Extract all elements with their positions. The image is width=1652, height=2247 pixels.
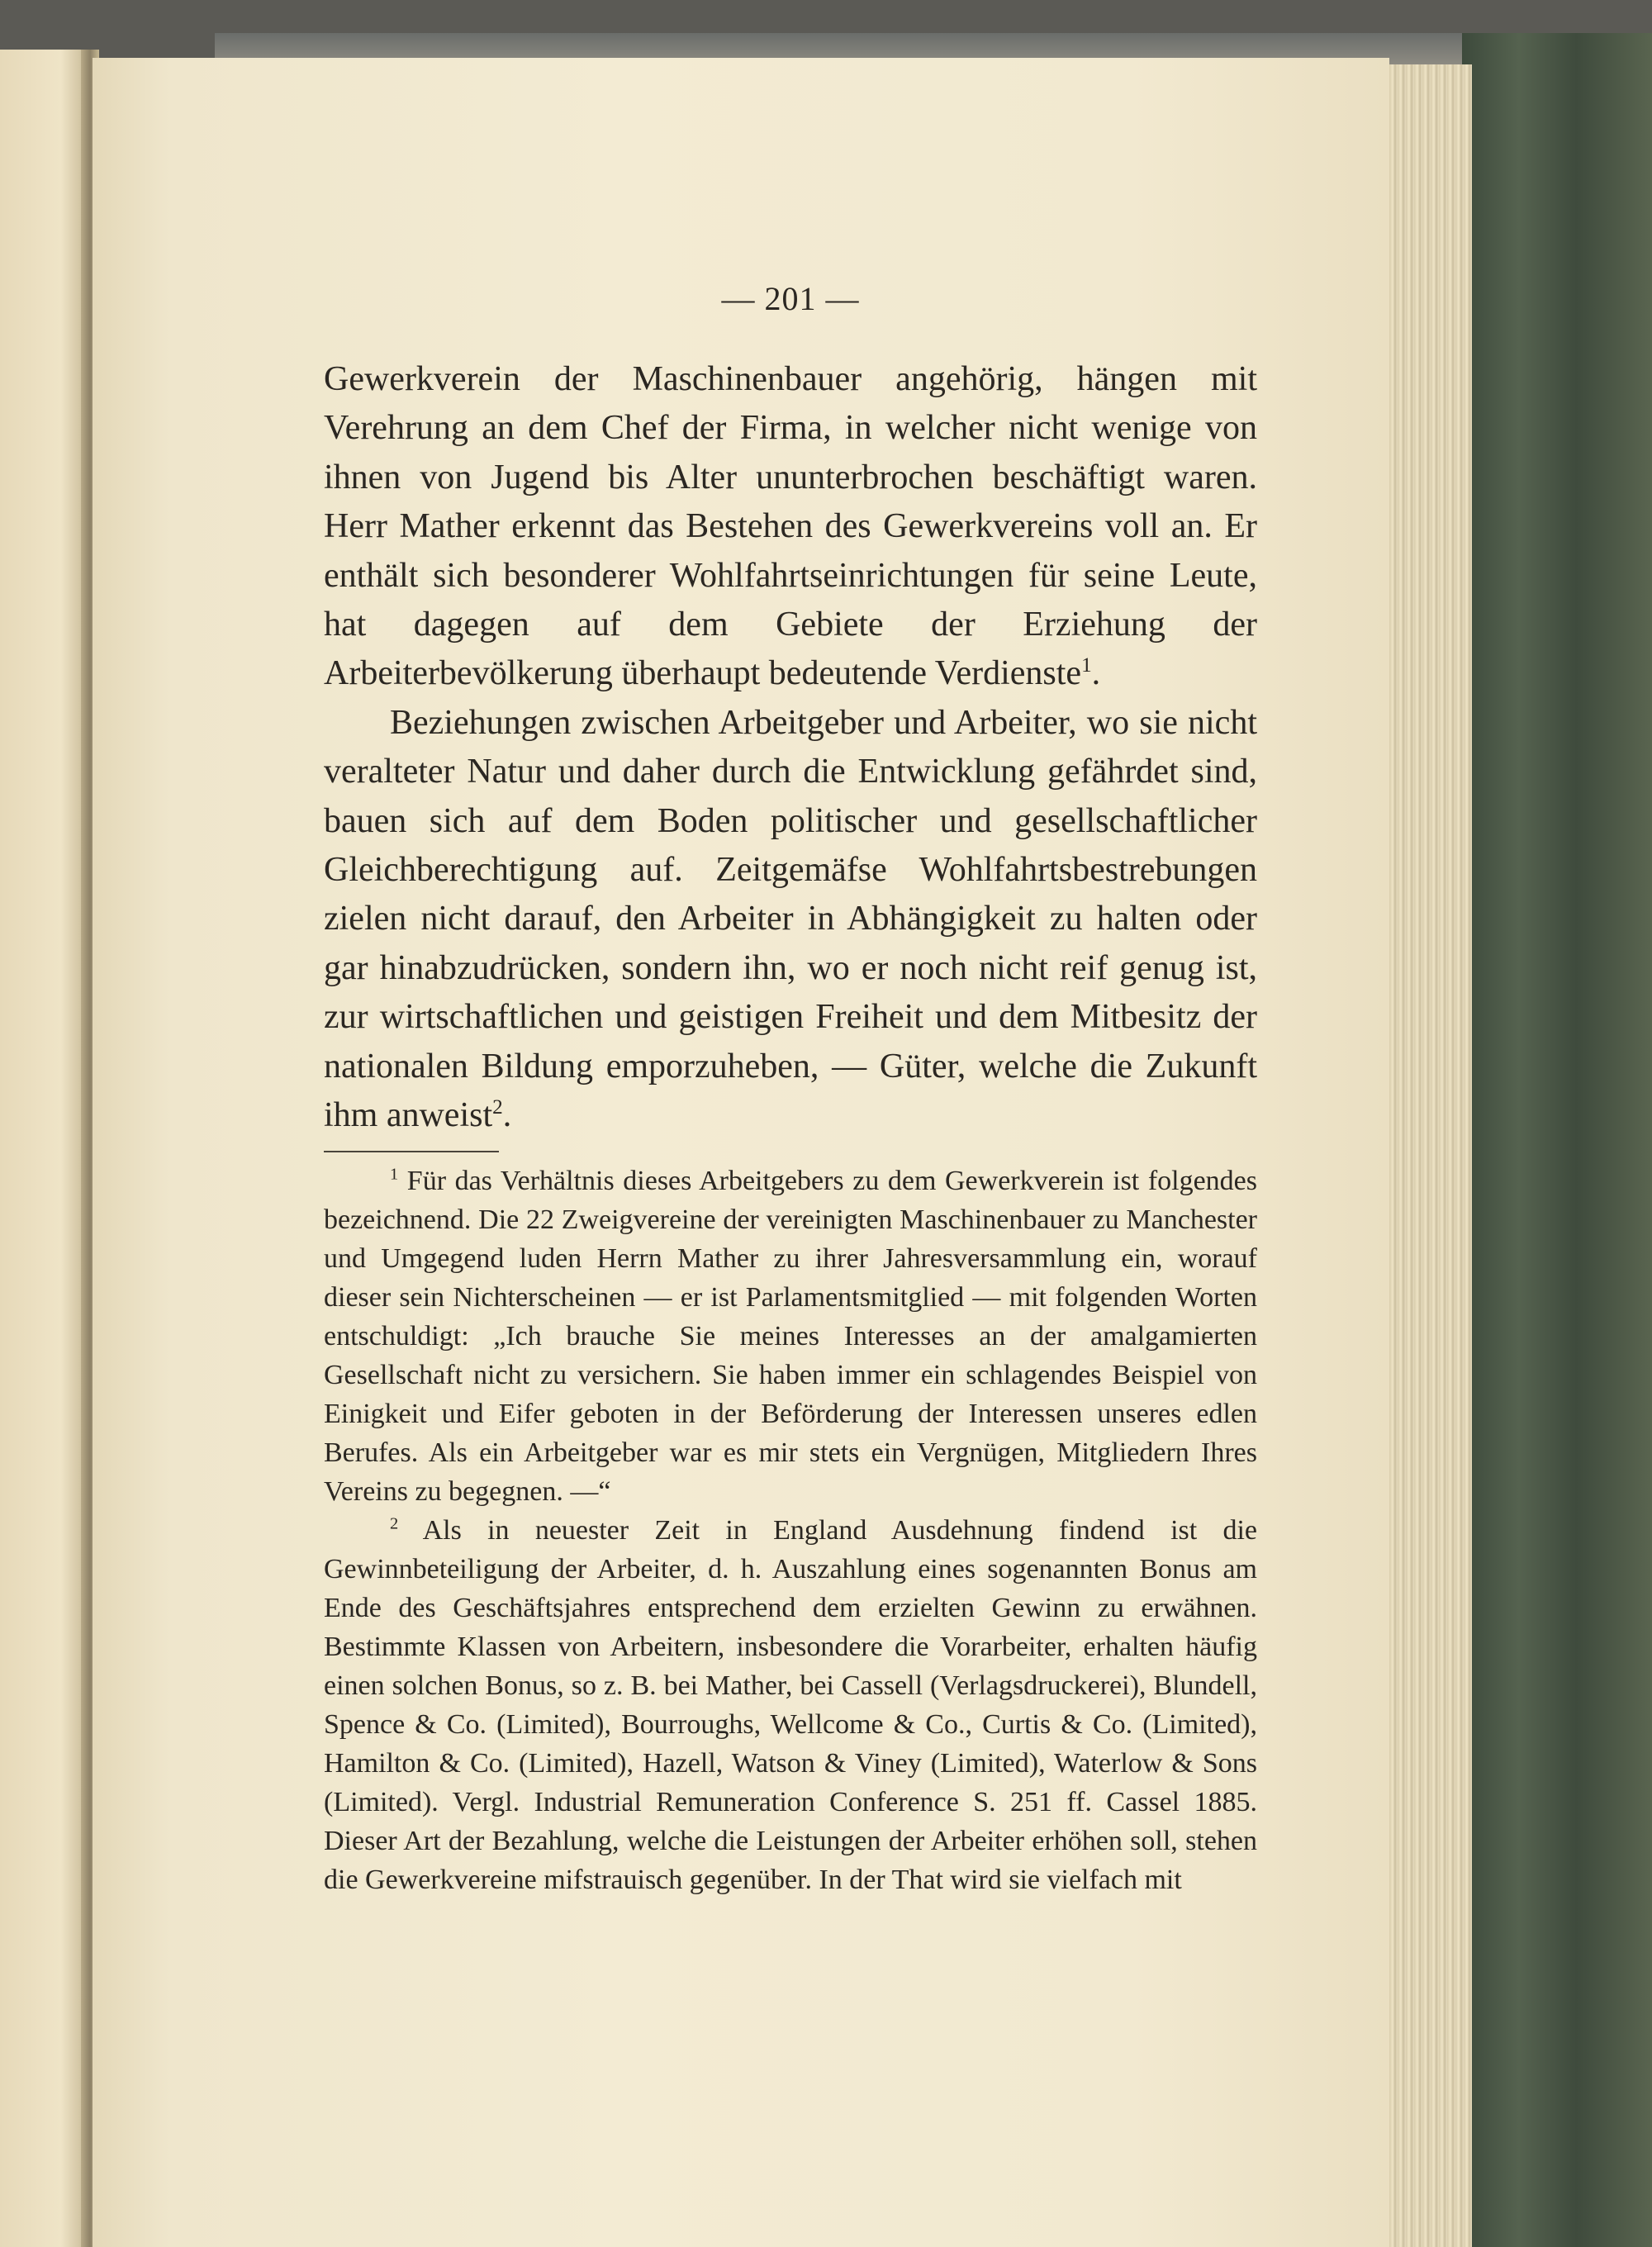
footnote-divider [324,1151,499,1152]
footnote-text: Als in neuester Zeit in England Ausdehnung findend ist die Gewinnbeteiligung der Arbeiter, d. h. Auszahlung eines sogenannten Bonus am Ende des Geschäftsjahres entsprechend dem erzielten Gewinn zu erwähnen. Bestimmte Klassen von Arbeitern, insbesondere die Vorarbeiter, erhalten häufig einen solchen Bonus, so z. B. bei Mather, bei Cassell (Verlagsdruckerei), Blundell, Spence & Co. (Limited), Bourroughs, Wellcome & Co., Curtis & Co. (Limited), Hamilton & Co. (Limited), Hazell, Watson & Viney (Limited), Waterlow & Sons (Limited). Vergl. Industrial Remuneration Conference S. 251 ff. Cassel 1885. Dieser Art der Bezahlung, welche die Leistungen der Arbeiter erhöhen soll, stehen die Gewerkvereine mifstrauisch gegenüber. In der That wird sie vielfach mit [324,1515,1258,1895]
footnote-marker: 1 [390,1165,399,1184]
footnotes [324,1162,1257,1899]
page-stack-edge [1389,64,1472,2247]
paragraph-end: . [502,1096,512,1135]
paragraph-2 [324,699,1257,1141]
paragraph-text: Gewerkverein der Maschinenbauer angehörig, hängen mit Verehrung an dem Chef der Firma, in welcher nicht wenige von ihnen von Jugend bis Alter ununterbrochen beschäftigt waren. Herr Mather erkennt das Bestehen des Gewerkvereins voll an. Er enthält sich besonderer Wohlfahrtseinrichtungen für seine Leute, hat dagegen auf dem Gebiete der Erziehung der Arbeiterbevölkerung überhaupt bedeutende Verdienste [324,360,1257,693]
footnote-text: Für das Verhältnis dieses Arbeitgebers zu dem Gewerkverein ist folgendes bezeichnend. Die 22 Zweigvereine der vereinigten Maschinenbauer zu Manchester und Umgegend luden Herrn Mather zu ihrer Jahresversammlung ein, worauf dieser sein Nichterscheinen — er ist Parlamentsmitglied — mit folgenden Worten entschuldigt: „Ich brauche Sie meines Interesses an der amalgamierten Gesellschaft nicht zu versichern. Sie haben immer ein schlagendes Beispiel von Einigkeit und Eifer geboten in der Beförderung der Interessen unseres edlen Berufes. Als ein Arbeitgeber war es mir stets ein Vergnügen, Mitgliedern Ihres Vereins zu begegnen. —“ [324,1166,1258,1507]
footnote-2 [324,1511,1257,1899]
paragraph-end: . [1091,654,1101,693]
previous-page-edge [0,50,87,2247]
main-text [324,355,1257,1141]
footnote-marker: 2 [390,1514,399,1533]
paragraph-1 [324,355,1257,699]
book-cover-right [1462,33,1652,2247]
footnote-reference: 2 [492,1096,503,1119]
page-number: — 201 — [721,280,860,317]
book-page [93,58,1389,2247]
footnote-1 [324,1162,1257,1511]
paragraph-text: Beziehungen zwischen Arbeitgeber und Arbeiter, wo sie nicht veralteter Natur und daher durch die Entwicklung gefährdet sind, bauen sich auf dem Boden politischer und gesellschaftlicher Gleichberechtigung auf. Zeitgemäfse Wohlfahrtsbestrebungen zielen nicht darauf, den Arbeiter in Abhängigkeit zu halten oder gar hinabzudrücken, sondern ihn, wo er noch nicht reif genug ist, zur wirtschaftlichen und geistigen Freiheit und dem Mitbesitz der nationalen Bildung emporzuheben, — Güter, welche die Zukunft ihm anweist [324,703,1257,1135]
footnote-reference: 1 [1081,654,1092,677]
